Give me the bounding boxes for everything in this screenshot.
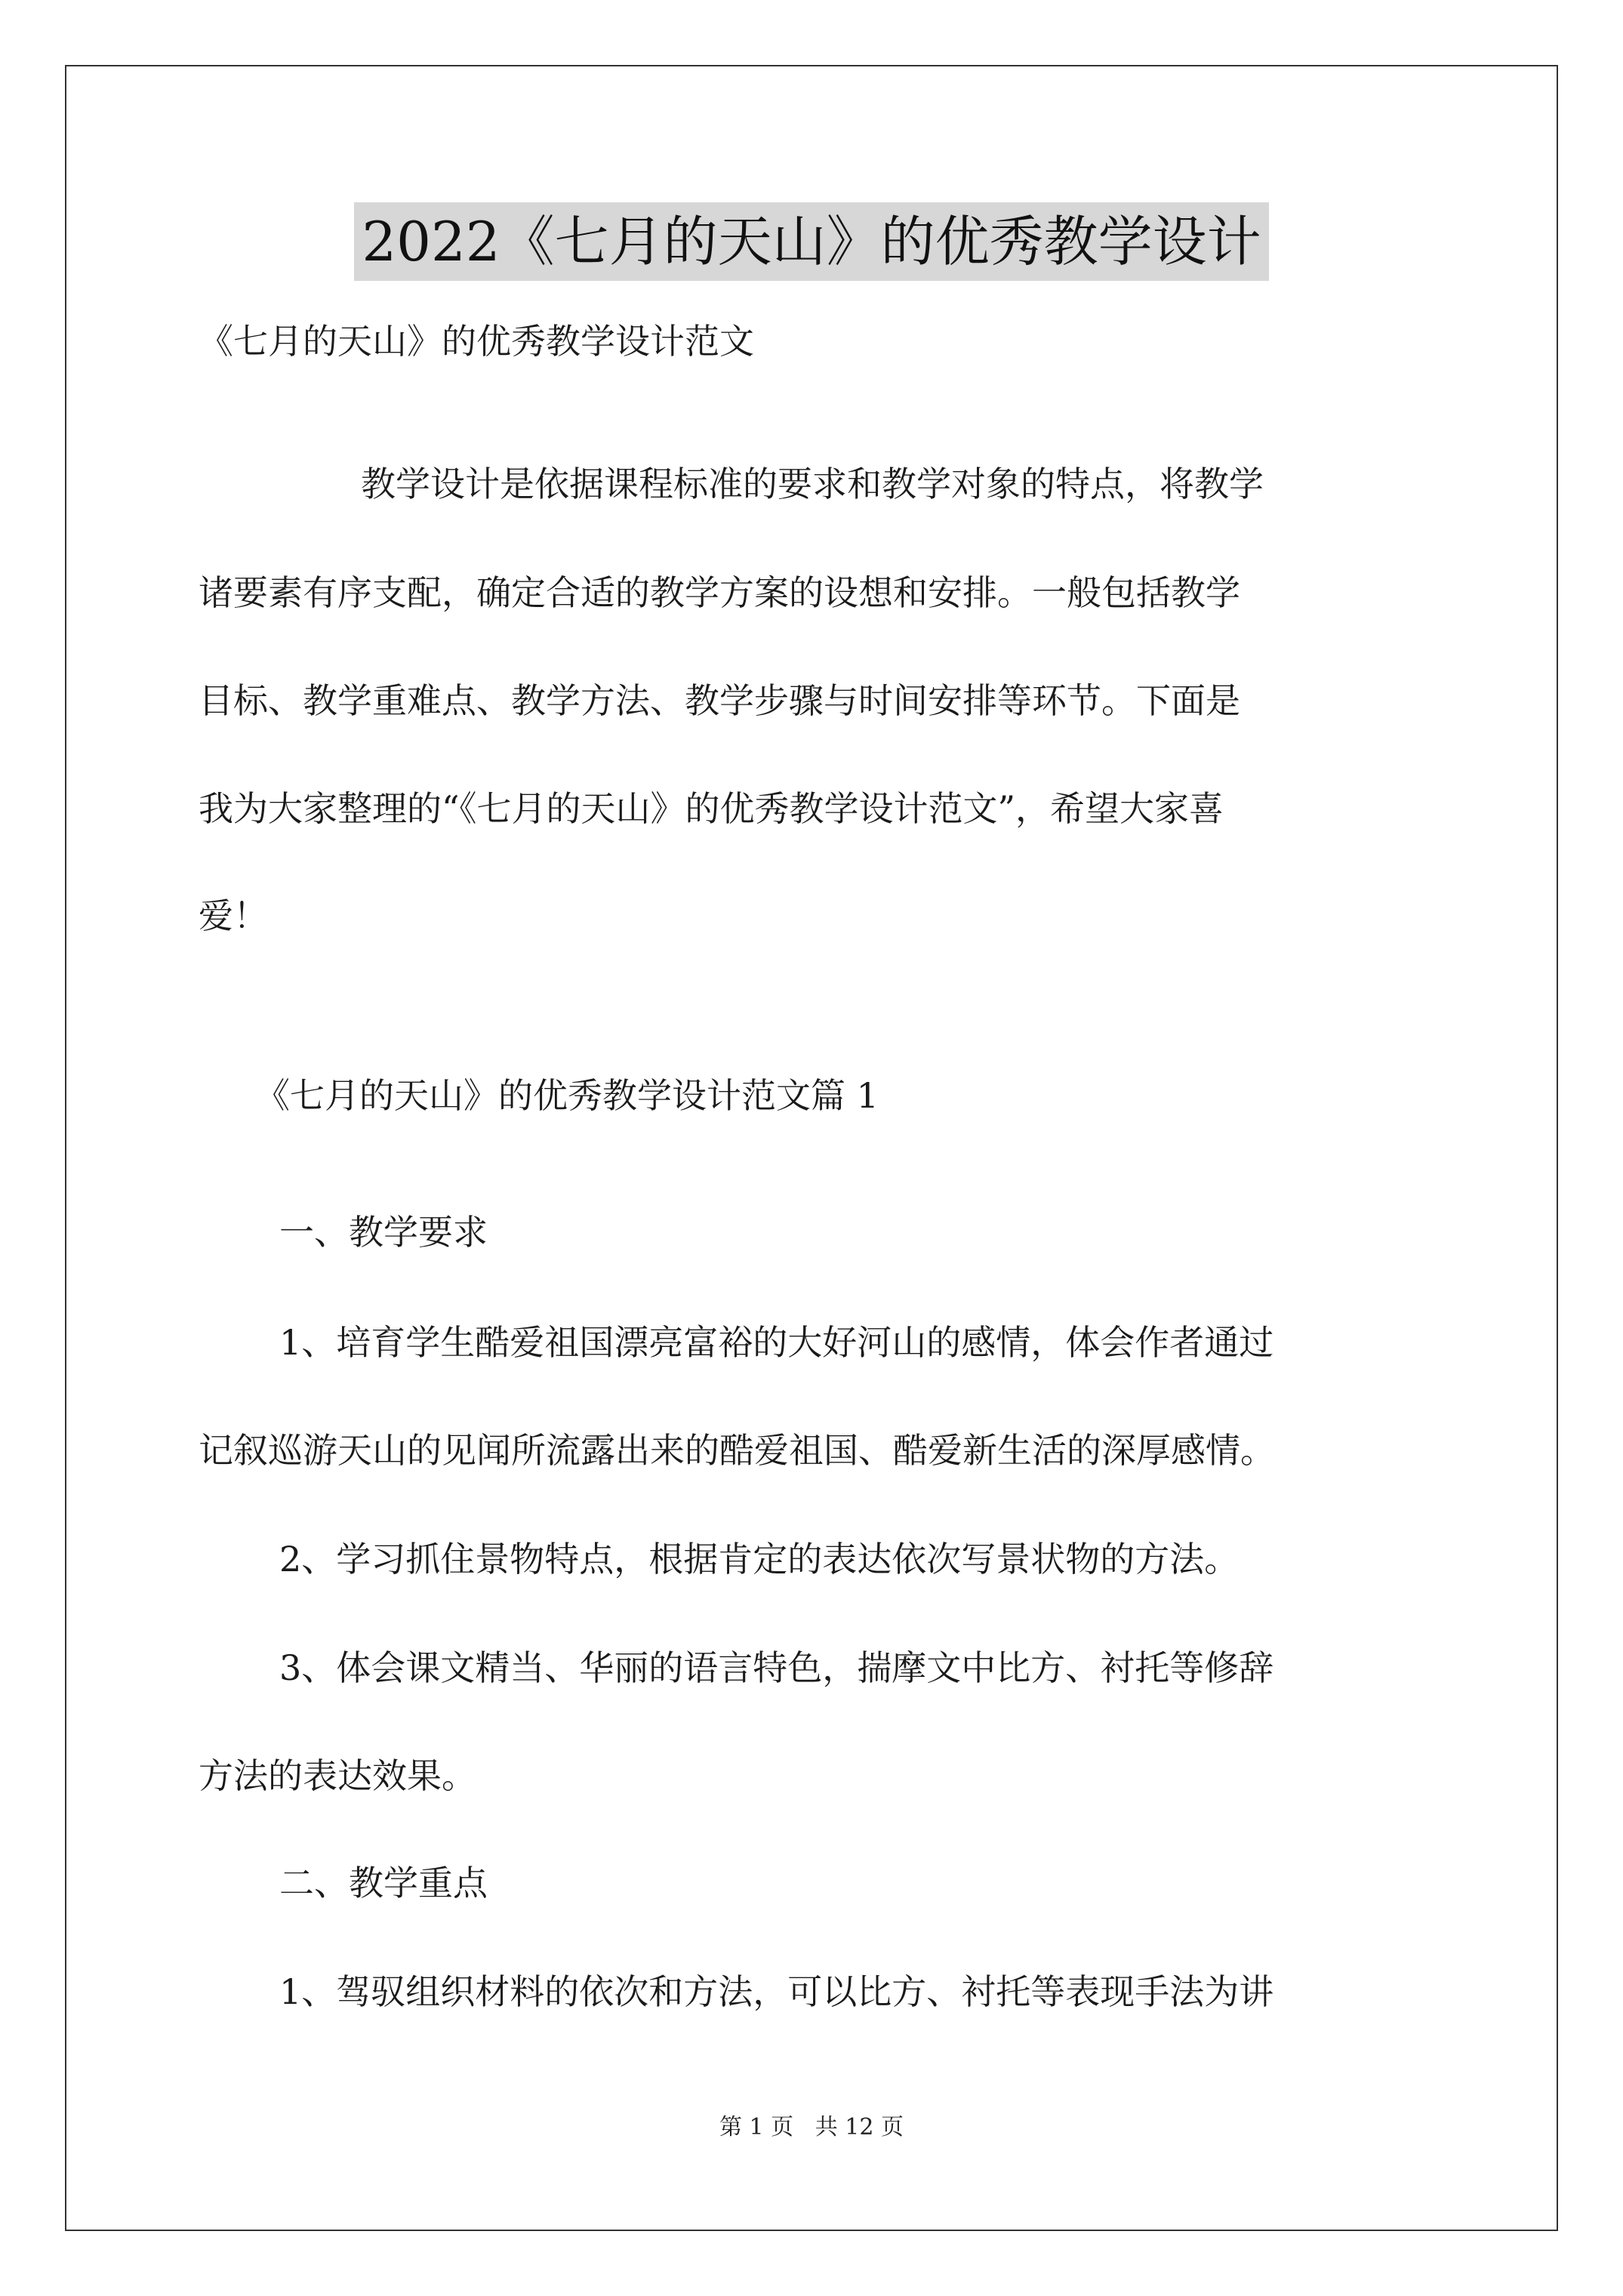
key-point-1: 1、驾驭组织材料的依次和方法，可以比方、衬托等表现手法为讲 [279,1971,1274,2012]
intro-line-3: 目标、教学重难点、教学方法、教学步骤与时间安排等环节。下面是 [199,680,1240,721]
intro-line-1: 教学设计是依据课程标准的要求和教学对象的特点，将教学 [361,464,1264,504]
requirement-1-line-1: 1、培育学生酷爱祖国漂亮富裕的大好河山的感情，体会作者通过 [279,1322,1274,1363]
document-subtitle: 《七月的天山》的优秀教学设计范文 [199,321,754,362]
part2-heading: 二、教学重点 [279,1863,488,1903]
intro-line-2: 诸要素有序支配，确定合适的教学方案的设想和安排。一般包括教学 [199,572,1240,613]
intro-line-5: 爱！ [199,895,268,936]
document-title-block [0,202,1623,281]
section-heading: 《七月的天山》的优秀教学设计范文篇 1 [255,1075,879,1116]
intro-line-4: 我为大家整理的“《七月的天山》的优秀教学设计范文”，希望大家喜 [199,788,1224,829]
requirement-2: 2、学习抓住景物特点，根据肯定的表达依次写景状物的方法。 [279,1539,1240,1579]
requirement-3-line-2: 方法的表达效果。 [199,1755,476,1796]
page-footer: 第 1 页 共 12 页 [719,2114,904,2140]
part1-heading: 一、教学要求 [279,1212,488,1253]
requirement-3-line-1: 3、体会课文精当、华丽的语言特色，揣摩文中比方、衬托等修辞 [279,1647,1274,1688]
requirement-1-line-2: 记叙巡游天山的见闻所流露出来的酷爱祖国、酷爱新生活的深厚感情。 [199,1430,1275,1471]
document-title: 2022《七月的天山》的优秀教学设计 [354,202,1268,281]
